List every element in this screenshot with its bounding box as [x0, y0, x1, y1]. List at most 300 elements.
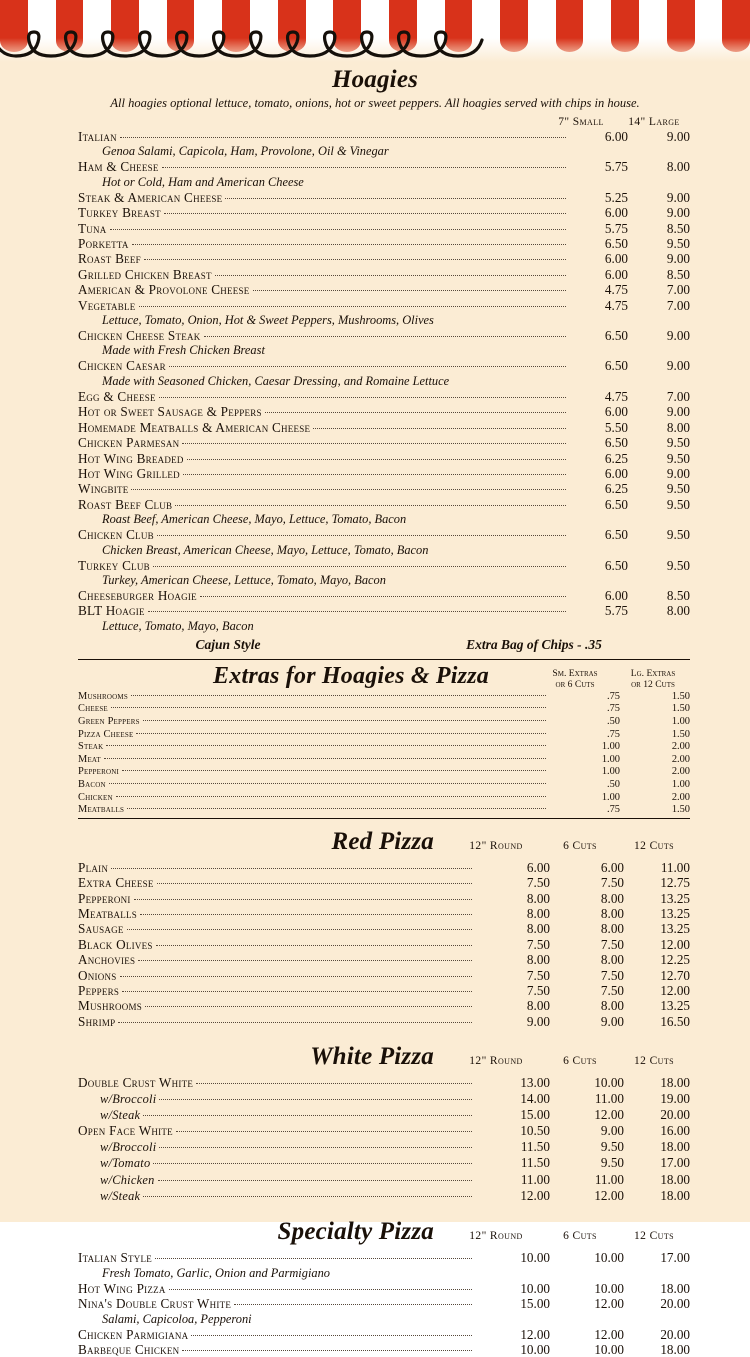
menu-item-price: 10.00	[520, 1342, 550, 1357]
menu-item-price: 1.50	[671, 690, 690, 702]
menu-item-price: .75	[607, 690, 620, 702]
extras-title-wrap	[78, 663, 534, 690]
menu-item-price: 9.00	[666, 465, 690, 481]
menu-item-price: 11.00	[520, 1171, 550, 1187]
menu-item-price: 9.50	[666, 450, 690, 466]
menu-item-price: 1.00	[601, 791, 620, 803]
leader-dots	[183, 474, 566, 475]
awning-banner	[0, 0, 750, 62]
menu-item-price: 6.50	[604, 496, 628, 512]
menu-item-name: Black Olives	[78, 936, 153, 952]
leader-dots	[153, 566, 566, 567]
menu-item-price: 7.50	[526, 982, 550, 998]
menu-item-price: 1.50	[671, 804, 690, 816]
hoagie-row	[78, 221, 690, 236]
menu-item-name: Bacon	[78, 778, 106, 790]
white-pizza-row	[78, 1172, 690, 1188]
hoagie-row	[78, 129, 690, 144]
hoagies-column-headers	[78, 116, 690, 128]
white-pizza-title: White Pizza	[310, 1043, 434, 1071]
menu-item-price: 12.25	[660, 952, 690, 968]
menu-item-name: Chicken Cheese Steak	[78, 328, 201, 344]
menu-item-price: 5.75	[604, 159, 628, 175]
leader-dots	[159, 397, 566, 398]
red-pizza-row	[78, 891, 690, 906]
hoagie-row	[78, 588, 690, 603]
menu-item-price: 8.00	[666, 419, 690, 435]
menu-item-name: Italian Style	[78, 1250, 153, 1266]
menu-item-price: 15.00	[520, 1296, 550, 1312]
menu-item-name: w/Chicken	[100, 1172, 155, 1187]
red-pizza-item-list	[78, 860, 690, 1029]
menu-item-price: 18.00	[660, 1280, 690, 1296]
leader-dots	[134, 899, 472, 900]
red-pizza-row	[78, 860, 690, 875]
leader-dots	[109, 783, 546, 784]
hoagie-row	[78, 466, 690, 481]
menu-item-name: Meatballs	[78, 804, 125, 816]
menu-item-price: 12.00	[594, 1106, 624, 1122]
leader-dots	[132, 244, 566, 245]
leader-dots	[116, 796, 546, 797]
menu-item-name: Hot or Sweet Sausage & Peppers	[78, 404, 262, 420]
leader-dots	[148, 611, 566, 612]
menu-item-price: 9.00	[666, 358, 690, 374]
leader-dots	[122, 770, 546, 771]
hoagies-title: Hoagies	[331, 66, 419, 93]
menu-item-price: 14.00	[520, 1090, 550, 1106]
extras-item-list	[78, 691, 690, 817]
red-pizza-row	[78, 952, 690, 967]
menu-item-name: Hot Wing Grilled	[78, 465, 180, 481]
hoagie-row	[78, 527, 690, 542]
red-pizza-row	[78, 906, 690, 921]
menu-item-description: Made with Fresh Chicken Breast	[102, 343, 265, 358]
menu-item-price: 6.00	[604, 129, 628, 144]
leader-dots	[159, 1147, 472, 1148]
specialty-pizza-row	[78, 1327, 690, 1342]
menu-item-name: Barbeque Chicken	[78, 1342, 180, 1357]
hoagies-subtitle: All hoagies optional lettuce, tomato, onions, hot or sweet peppers. All hoagies served with chips in house.	[110, 96, 640, 110]
menu-item-price: 6.50	[604, 557, 628, 573]
section-hoagies	[0, 66, 750, 653]
red-pizza-row	[78, 921, 690, 936]
menu-item-description: Fresh Tomato, Garlic, Onion and Parmigiano	[102, 1265, 330, 1280]
menu-item-description: Roast Beef, American Cheese, Mayo, Lettuce, Tomato, Bacon	[102, 512, 407, 527]
extras-row	[78, 716, 690, 729]
menu-item-price: 9.50	[666, 496, 690, 512]
leader-dots	[176, 1131, 472, 1132]
menu-item-name: Nina's Double Crust White	[78, 1296, 232, 1312]
leader-dots	[313, 428, 566, 429]
menu-item-price: 9.00	[600, 1013, 624, 1029]
menu-item-price: 6.25	[604, 450, 628, 466]
menu-item-price: 18.00	[660, 1075, 690, 1091]
extras-col-small	[534, 668, 616, 690]
menu-item-name: w/Tomato	[100, 1156, 151, 1171]
menu-item-name: Mushrooms	[78, 998, 142, 1014]
menu-item-price: 10.00	[594, 1342, 624, 1357]
menu-item-price: .75	[607, 804, 620, 816]
leader-dots	[120, 137, 566, 138]
menu-item-price: 17.00	[660, 1250, 690, 1266]
menu-item-price: 7.50	[526, 875, 550, 891]
leader-dots	[187, 459, 566, 460]
menu-item-name: Pepperoni	[78, 766, 120, 778]
menu-item-price: 6.00	[600, 859, 624, 875]
leader-dots	[143, 1196, 472, 1197]
menu-item-price: 7.00	[666, 388, 690, 404]
leader-dots	[162, 167, 566, 168]
white-pizza-col-6cuts: 6 Cuts	[563, 1055, 597, 1068]
leader-dots	[157, 535, 566, 536]
hoagie-row	[78, 451, 690, 466]
menu-item-price: 6.00	[604, 266, 628, 282]
menu-item-price: 6.50	[604, 328, 628, 344]
menu-item-description: Turkey, American Cheese, Lettuce, Tomato, Mayo, Bacon	[102, 572, 386, 587]
leader-dots	[143, 1115, 472, 1116]
menu-item-price: 9.00	[666, 129, 690, 144]
extras-row	[78, 729, 690, 742]
red-pizza-row	[78, 1014, 690, 1029]
menu-item-name: Meat	[78, 753, 101, 765]
menu-item-name: Chicken Club	[78, 527, 154, 543]
hoagie-row	[78, 236, 690, 251]
menu-item-name: Onions	[78, 967, 117, 983]
menu-item-price: 1.00	[601, 753, 620, 765]
extras-col-large-line1: Lg. Extras	[630, 667, 676, 679]
menu-item-price: 9.50	[600, 1138, 624, 1154]
red-pizza-row	[78, 875, 690, 890]
menu-item-name: Hot Wing Breaded	[78, 450, 184, 466]
menu-item-price: 10.00	[594, 1250, 624, 1266]
menu-item-price: 8.00	[666, 159, 690, 175]
red-pizza-col-12cuts: 12 Cuts	[634, 839, 674, 852]
menu-item-name: Open Face White	[78, 1123, 173, 1139]
menu-item-price: 1.50	[671, 703, 690, 715]
menu-item-name: Mushrooms	[78, 690, 128, 702]
menu-item-name: Roast Beef	[78, 251, 141, 267]
hoagie-row	[78, 267, 690, 282]
leader-dots	[204, 336, 566, 337]
menu-item-price: 9.50	[666, 435, 690, 451]
menu-item-name: Italian	[78, 129, 117, 144]
menu-item-name: Turkey Breast	[78, 205, 161, 221]
menu-item-price: 7.50	[600, 936, 624, 952]
menu-item-name: Cheeseburger Hoagie	[78, 587, 197, 603]
menu-item-description: Lettuce, Tomato, Mayo, Bacon	[102, 618, 254, 633]
specialty-pizza-col-6cuts: 6 Cuts	[563, 1230, 597, 1243]
leader-dots	[159, 1099, 472, 1100]
menu-item-name: Anchovies	[78, 952, 136, 968]
menu-item-name: Egg & Cheese	[78, 388, 156, 404]
leader-dots	[265, 412, 566, 413]
menu-item-name: Homemade Meatballs & American Cheese	[78, 419, 311, 435]
menu-item-price: 1.00	[601, 741, 620, 753]
extras-title: Extras for Hoagies & Pizza	[213, 662, 489, 689]
menu-item-name: Chicken Parmesan	[78, 435, 180, 451]
menu-item-description: Chicken Breast, American Cheese, Mayo, Lettuce, Tomato, Bacon	[102, 542, 429, 557]
white-pizza-row	[78, 1091, 690, 1107]
leader-dots	[169, 366, 566, 367]
leader-dots	[144, 259, 566, 260]
menu-item-price: 12.70	[660, 967, 690, 983]
menu-item-price: 11.50	[520, 1138, 550, 1154]
menu-item-price: 2.00	[671, 741, 690, 753]
menu-item-price: 5.75	[604, 220, 628, 236]
menu-item-price: 18.00	[660, 1138, 690, 1154]
menu-item-price: 19.00	[660, 1090, 690, 1106]
specialty-pizza-row	[78, 1281, 690, 1296]
menu-item-name: Porketta	[78, 236, 129, 252]
menu-item-price: 8.00	[600, 905, 624, 921]
extras-col-large-line2: or 12 Cuts	[631, 678, 675, 690]
specialty-pizza-col-round: 12" Round	[469, 1230, 523, 1243]
menu-item-price: .50	[607, 778, 620, 790]
white-pizza-row	[78, 1188, 690, 1204]
hoagie-row	[78, 497, 690, 512]
hoagie-row	[78, 404, 690, 419]
menu-item-price: 6.00	[604, 205, 628, 221]
red-pizza-row	[78, 998, 690, 1013]
leader-dots	[215, 275, 566, 276]
menu-item-name: w/Broccoli	[100, 1139, 157, 1154]
menu-item-price: 12.00	[660, 982, 690, 998]
menu-item-name: Plain	[78, 859, 109, 875]
extras-header	[78, 663, 690, 690]
menu-item-name: Grilled Chicken Breast	[78, 266, 212, 282]
menu-item-price: 15.00	[520, 1106, 550, 1122]
menu-item-price: 7.50	[526, 936, 550, 952]
leader-dots	[120, 976, 472, 977]
menu-item-description: Lettuce, Tomato, Onion, Hot & Sweet Peppers, Mushrooms, Olives	[102, 313, 434, 328]
leader-dots	[111, 707, 546, 708]
extras-bottom-rule	[78, 818, 690, 819]
hoagies-header	[0, 66, 750, 111]
menu-item-name: Pepperoni	[78, 890, 131, 906]
hoagie-row	[78, 328, 690, 343]
leader-dots	[225, 198, 566, 199]
menu-item-price: 7.50	[600, 982, 624, 998]
menu-item-price: 20.00	[660, 1296, 690, 1312]
menu-item-price: 8.50	[666, 220, 690, 236]
leader-dots	[200, 596, 566, 597]
specialty-pizza-title: Specialty Pizza	[277, 1218, 434, 1246]
hoagie-row	[78, 435, 690, 450]
white-pizza-header	[78, 1043, 690, 1071]
extras-top-rule	[78, 659, 690, 660]
hoagies-item-list	[78, 129, 690, 634]
extras-row	[78, 792, 690, 805]
red-pizza-row	[78, 983, 690, 998]
specialty-pizza-row	[78, 1342, 690, 1357]
menu-item-name: Chicken Parmigiana	[78, 1326, 189, 1342]
white-pizza-row	[78, 1139, 690, 1155]
menu-item-name: Sausage	[78, 921, 124, 937]
menu-item-price: .75	[607, 728, 620, 740]
leader-dots	[138, 960, 472, 961]
leader-dots	[182, 1350, 472, 1351]
menu-item-price: 2.00	[671, 766, 690, 778]
hoagie-row	[78, 298, 690, 313]
menu-item-description: Genoa Salami, Capicola, Ham, Provolone, Oil & Vinegar	[102, 144, 389, 159]
leader-dots	[196, 1083, 472, 1084]
menu-item-price: 5.75	[604, 603, 628, 619]
menu-item-price: 13.00	[520, 1075, 550, 1091]
hoagie-row	[78, 251, 690, 266]
menu-item-price: 18.00	[660, 1188, 690, 1203]
menu-item-price: 18.00	[660, 1171, 690, 1187]
menu-item-price: 8.00	[600, 890, 624, 906]
menu-item-price: 8.00	[600, 952, 624, 968]
white-pizza-title-wrap	[78, 1043, 450, 1071]
menu-item-price: 10.00	[520, 1280, 550, 1296]
menu-item-name: Steak	[78, 741, 104, 753]
leader-dots	[104, 758, 546, 759]
menu-item-price: 4.75	[604, 297, 628, 313]
menu-item-price: 4.75	[604, 388, 628, 404]
menu-item-name: Meatballs	[78, 905, 137, 921]
specialty-pizza-col-12cuts: 12 Cuts	[634, 1230, 674, 1243]
menu-item-price: 7.00	[666, 282, 690, 298]
menu-item-price: 9.00	[666, 205, 690, 221]
menu-item-price: 7.50	[526, 967, 550, 983]
hoagie-row	[78, 190, 690, 205]
menu-item-price: 5.25	[604, 189, 628, 205]
leader-dots	[253, 290, 566, 291]
menu-item-price: 20.00	[660, 1106, 690, 1122]
extras-col-large	[616, 668, 690, 690]
menu-item-price: 9.00	[600, 1123, 624, 1139]
menu-item-price: 9.00	[666, 251, 690, 267]
menu-item-price: 9.00	[666, 404, 690, 420]
menu-item-price: 10.00	[594, 1075, 624, 1091]
extras-col-small-line2: or 6 Cuts	[555, 678, 595, 690]
menu-item-price: 7.50	[600, 875, 624, 891]
menu-item-price: 8.00	[526, 998, 550, 1014]
menu-item-price: 11.00	[660, 859, 690, 875]
hoagie-row	[78, 603, 690, 618]
white-pizza-row	[78, 1123, 690, 1138]
menu-item-price: 12.00	[660, 936, 690, 952]
menu-item-price: 6.50	[604, 236, 628, 252]
extras-row	[78, 804, 690, 817]
specialty-pizza-row	[78, 1250, 690, 1265]
menu-item-price: 13.25	[660, 921, 690, 937]
white-pizza-col-12cuts: 12 Cuts	[634, 1055, 674, 1068]
menu-item-name: w/Broccoli	[100, 1091, 157, 1106]
menu-item-price: 1.00	[601, 766, 620, 778]
menu-item-price: 10.50	[520, 1123, 550, 1139]
white-pizza-item-list	[78, 1075, 690, 1204]
menu-item-price: 9.50	[666, 481, 690, 497]
leader-dots	[131, 489, 566, 490]
extras-row	[78, 754, 690, 767]
leader-dots	[127, 929, 472, 930]
hoagie-row	[78, 159, 690, 174]
menu-item-price: 2.00	[671, 753, 690, 765]
menu-item-price: 6.00	[604, 404, 628, 420]
menu-item-price: 9.50	[666, 527, 690, 543]
leader-dots	[164, 213, 566, 214]
leader-dots	[106, 745, 546, 746]
menu-item-description: Hot or Cold, Ham and American Cheese	[102, 174, 304, 189]
menu-item-price: 6.00	[604, 465, 628, 481]
leader-dots	[153, 1163, 472, 1164]
menu-item-name: Peppers	[78, 982, 120, 998]
red-pizza-title-wrap	[78, 828, 450, 856]
menu-item-price: 6.50	[604, 435, 628, 451]
menu-item-price: 8.00	[526, 905, 550, 921]
menu-item-price: 13.25	[660, 890, 690, 906]
menu-item-price: 6.00	[604, 251, 628, 267]
menu-item-price: 12.00	[594, 1326, 624, 1342]
menu-item-name: Vegetable	[78, 297, 136, 313]
menu-item-description: Salami, Capicoloa, Pepperoni	[102, 1311, 252, 1326]
leader-dots	[145, 1006, 472, 1007]
leader-dots	[118, 1022, 472, 1023]
menu-item-price: 8.50	[666, 587, 690, 603]
menu-item-price: 10.00	[520, 1250, 550, 1266]
menu-item-name: Hot Wing Pizza	[78, 1280, 166, 1296]
menu-item-price: 6.50	[604, 527, 628, 543]
leader-dots	[169, 1289, 472, 1290]
leader-dots	[140, 914, 472, 915]
menu-item-price: 9.00	[666, 189, 690, 205]
section-extras	[0, 659, 750, 819]
hoagies-col-small: 7" Small	[558, 116, 604, 128]
menu-item-name: Wingbite	[78, 481, 129, 497]
extras-row	[78, 779, 690, 792]
red-pizza-header	[78, 828, 690, 856]
menu-item-name: Roast Beef Club	[78, 496, 173, 512]
leader-dots	[182, 443, 566, 444]
hoagies-col-large: 14" Large	[628, 116, 680, 128]
menu-item-name: Steak & American Cheese	[78, 189, 223, 205]
extras-col-small-line1: Sm. Extras	[552, 667, 598, 679]
leader-dots	[139, 306, 566, 307]
leader-dots	[136, 733, 546, 734]
menu-item-price: 1.50	[671, 728, 690, 740]
specialty-pizza-row	[78, 1296, 690, 1311]
cajun-style-note: Cajun Style	[195, 636, 261, 652]
menu-item-price: 8.00	[526, 921, 550, 937]
menu-item-price: 8.00	[526, 952, 550, 968]
menu-item-price: 5.50	[604, 419, 628, 435]
specialty-pizza-title-wrap	[78, 1218, 450, 1246]
white-pizza-row	[78, 1107, 690, 1123]
menu-item-name: w/Steak	[100, 1107, 141, 1122]
menu-item-price: 11.50	[520, 1155, 550, 1171]
leader-dots	[234, 1304, 472, 1305]
menu-item-price: 12.00	[520, 1188, 550, 1203]
leader-dots	[111, 868, 472, 869]
extras-row	[78, 691, 690, 704]
menu-item-price: 11.00	[594, 1090, 624, 1106]
red-pizza-row	[78, 937, 690, 952]
menu-item-name: Pizza Cheese	[78, 728, 134, 740]
menu-item-price: 1.00	[671, 778, 690, 790]
menu-item-price: 13.25	[660, 905, 690, 921]
menu-item-price: 9.00	[526, 1013, 550, 1029]
menu-item-price: 6.50	[604, 358, 628, 374]
red-pizza-title: Red Pizza	[331, 827, 434, 855]
section-white-pizza	[0, 1043, 750, 1204]
leader-dots	[110, 229, 566, 230]
menu-item-price: 2.00	[671, 791, 690, 803]
menu-item-price: 13.25	[660, 998, 690, 1014]
menu-item-price: 8.00	[526, 890, 550, 906]
